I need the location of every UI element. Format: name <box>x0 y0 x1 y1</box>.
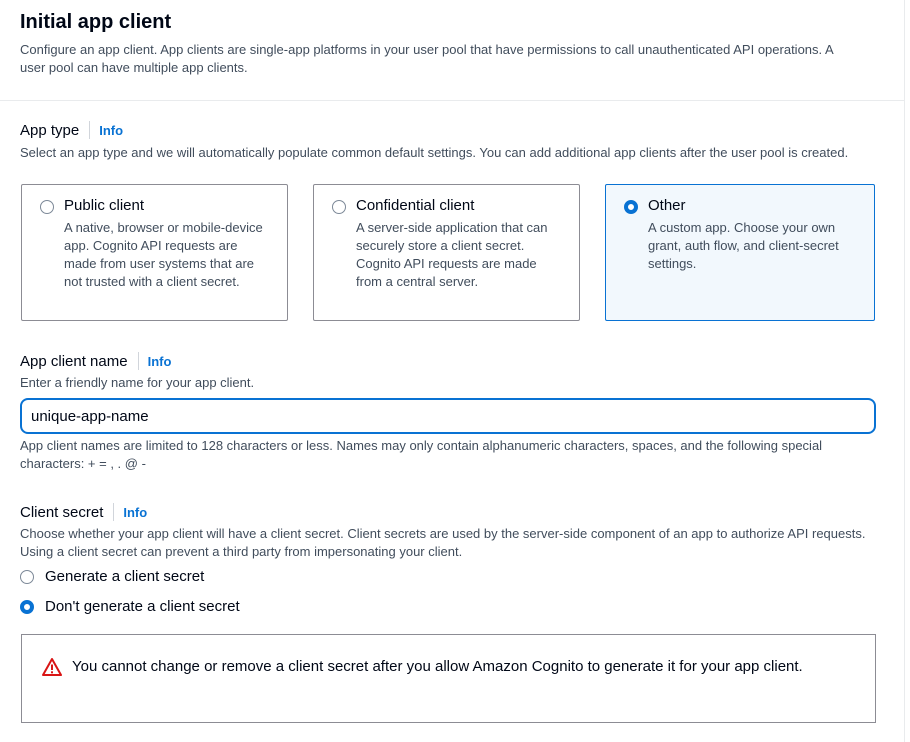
section-header <box>0 0 904 101</box>
label-divider <box>89 121 90 139</box>
app-client-name-input[interactable] <box>20 398 876 434</box>
app-type-description: Select an app type and we will automatically populate common default settings. You can add additional app clients after the user pool is created. <box>20 145 849 160</box>
confidential-client-radio[interactable] <box>332 200 346 214</box>
app-client-name-label-row <box>20 352 171 370</box>
tile-description: A custom app. Choose your own grant, auth flow, and client-secret settings. <box>648 220 839 271</box>
app-type-info-link[interactable]: Info <box>99 122 124 138</box>
app-type-tile-confidential-client[interactable] <box>313 184 580 321</box>
option-label: Generate a client secret <box>45 568 205 585</box>
app-type-tile-public-client[interactable] <box>21 184 288 321</box>
generate-client-secret-radio[interactable] <box>20 570 34 584</box>
client-secret-info-link[interactable]: Info <box>123 504 148 520</box>
label-divider <box>113 503 114 521</box>
client-secret-label-row <box>20 503 147 521</box>
other-radio[interactable] <box>624 200 638 214</box>
public-client-radio[interactable] <box>40 200 54 214</box>
client-secret-description: Choose whether your app client will have a client secret. Client secrets are used by the server-side component of an app to authorize API requests. Using a client secret can prevent a third party from impersonating your client. <box>20 526 866 559</box>
app-type-label-row <box>20 121 123 139</box>
app-client-name-label: App client name <box>20 352 128 370</box>
tile-title: Confidential client <box>356 197 475 214</box>
dont-generate-client-secret-radio[interactable] <box>20 600 34 614</box>
warning-triangle-icon <box>42 657 62 677</box>
app-client-name-description: Enter a friendly name for your app client. <box>20 375 255 390</box>
generate-client-secret-option[interactable] <box>20 568 204 585</box>
tile-title: Public client <box>64 197 145 214</box>
tile-description: A server-side application that can securely store a client secret. Cognito API requests are made from a central server. <box>356 220 548 289</box>
tile-description: A native, browser or mobile-device app. Cognito API requests are made from user systems that are not trusted with a client secret. <box>64 220 263 289</box>
app-client-name-info-link[interactable]: Info <box>147 353 172 369</box>
app-client-name-constraint: App client names are limited to 128 characters or less. Names may only contain alphanumeric characters, spaces, and the following special characters: + = , . @ - <box>20 438 823 471</box>
section-title: Initial app client <box>20 11 172 33</box>
option-label: Don't generate a client secret <box>45 598 240 615</box>
label-divider <box>138 352 139 370</box>
client-secret-label: Client secret <box>20 503 104 521</box>
app-type-label: App type <box>20 121 80 139</box>
section-description: Configure an app client. App clients are single-app platforms in your user pool that have permissions to call unauthenticated API operations. A user pool can have multiple app clients. <box>20 42 833 75</box>
tile-title: Other <box>648 197 686 214</box>
warning-text: You cannot change or remove a client secret after you allow Amazon Cognito to generate it for your app client. <box>72 658 803 675</box>
client-secret-warning-alert <box>21 634 876 723</box>
app-type-tile-other[interactable] <box>605 184 875 321</box>
dont-generate-client-secret-option[interactable] <box>20 598 240 615</box>
